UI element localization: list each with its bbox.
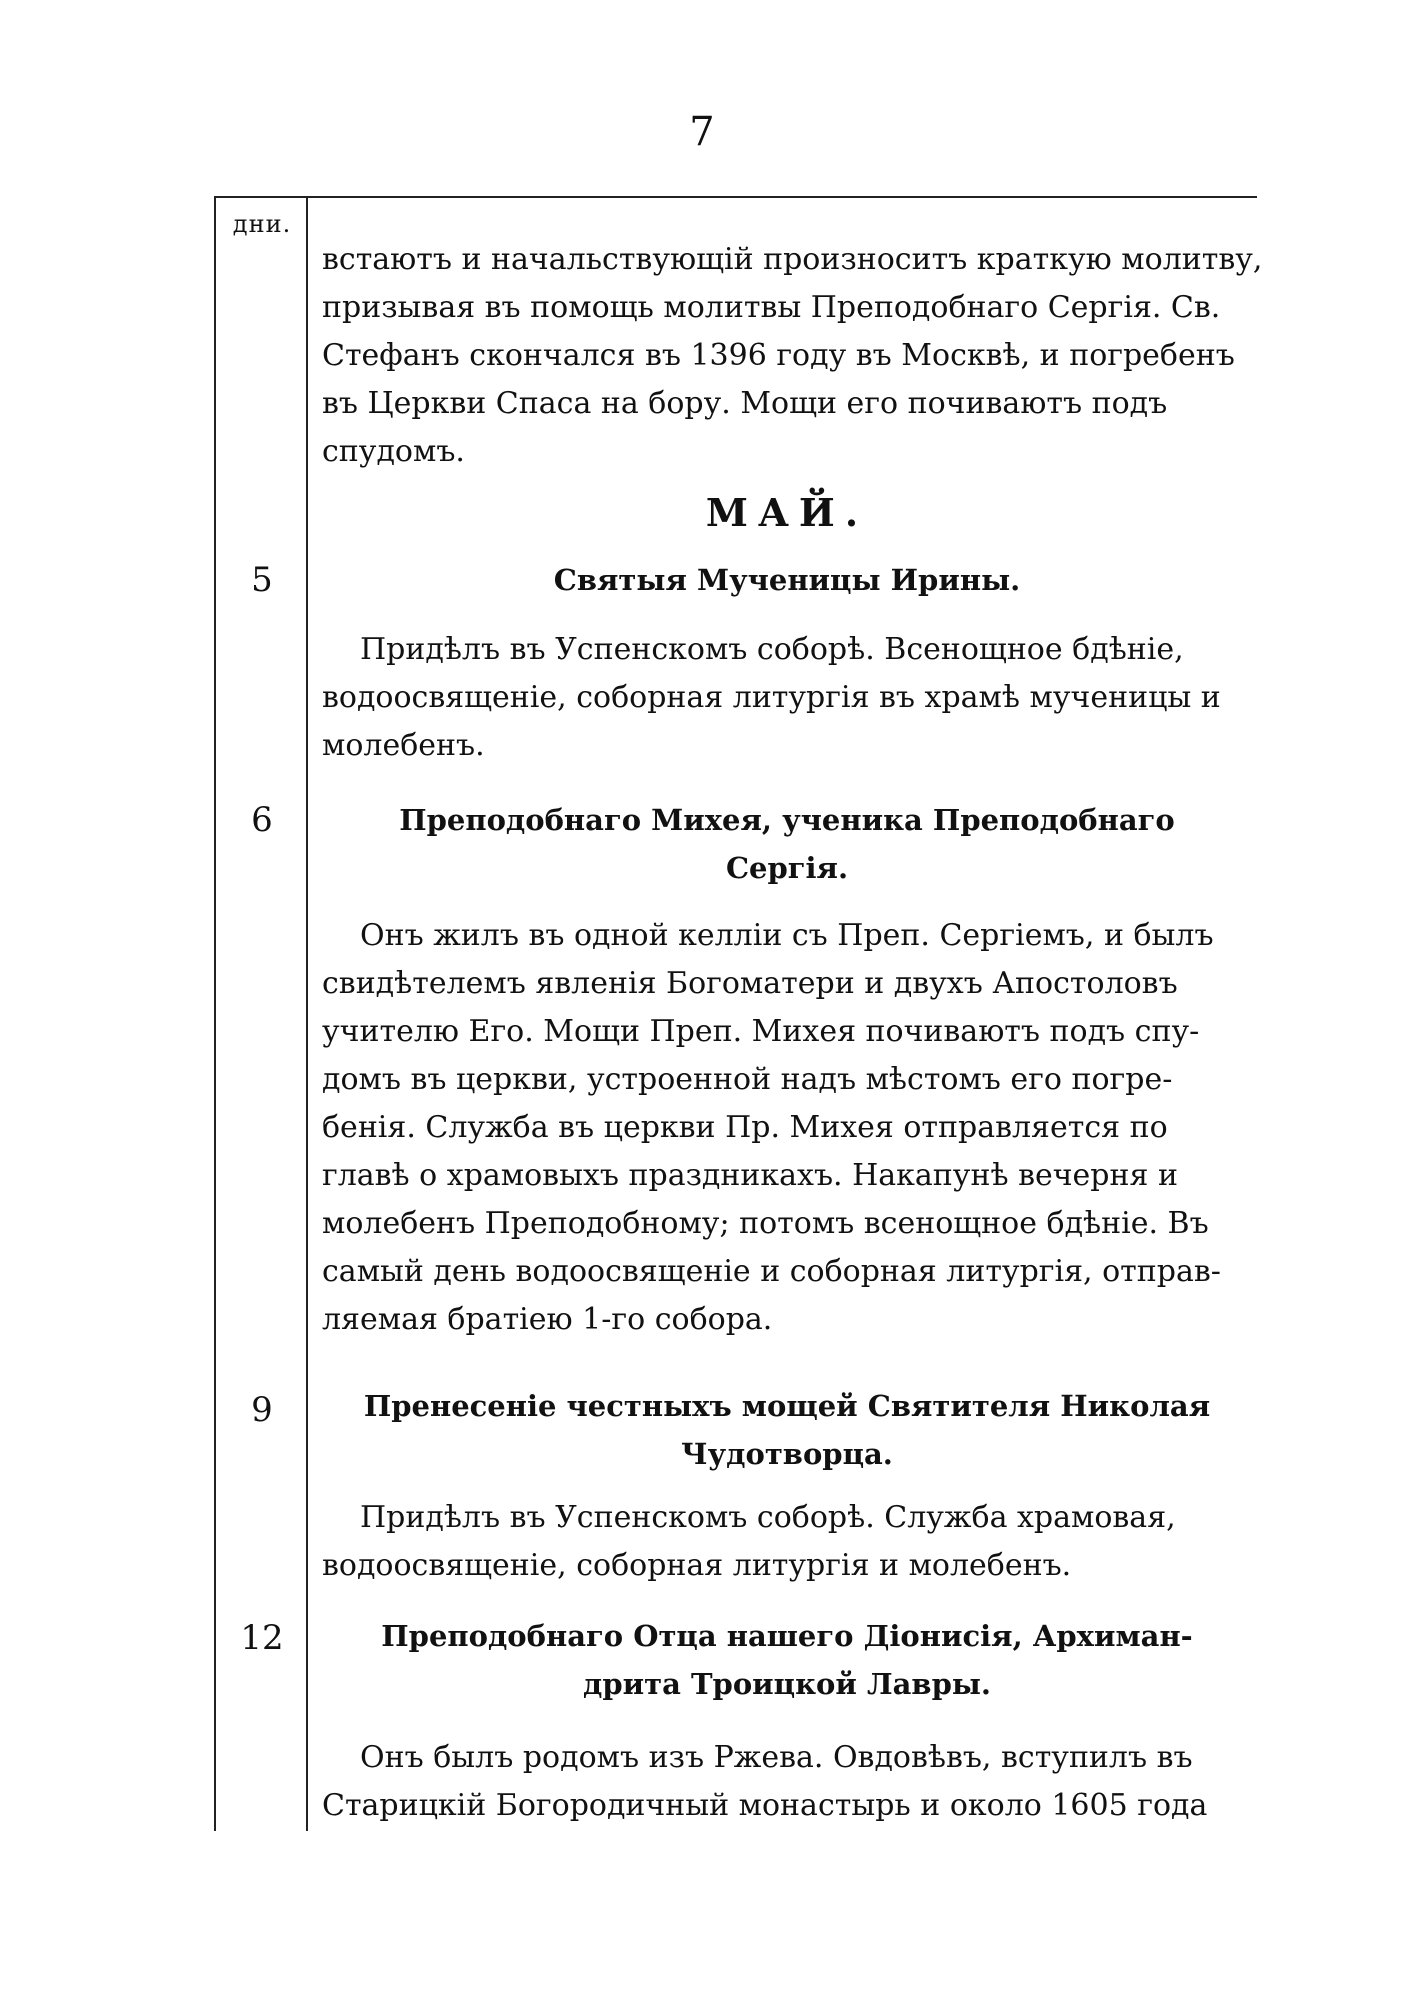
day-number: 5 [251,560,273,600]
text-line: молебенъ Преподобному; потомъ всенощное бдѣніе. Въ [322,1206,1209,1241]
text-line: водоосвященіе, соборная литургія и молебенъ. [322,1548,1072,1583]
feast-title [322,556,1252,604]
month-heading: МАЙ. [705,490,869,535]
text-line: въ Церкви Спаса на бору. Мощи его почиваютъ подъ [322,386,1168,421]
text-line: водоосвященіе, соборная литургія въ храмѣ мученицы и [322,680,1221,715]
day-number: 9 [251,1390,273,1430]
table-top-rule [214,196,1257,198]
text-line: Старицкій Богородичный монастырь и около 1605 года [322,1788,1208,1823]
feast-description [322,912,1252,1344]
text-line: ляемая братіею 1-го собора. [322,1302,773,1337]
table-left-rule [214,196,216,1831]
day-number: 12 [240,1618,284,1658]
text-line: Онъ жилъ въ одной келліи съ Преп. Сергіемъ, и былъ [360,918,1214,953]
text-line: главѣ о храмовыхъ праздникахъ. Накапунѣ вечерня и [322,1158,1178,1193]
text-line: молебенъ. [322,728,485,763]
feast-title-line: Пренесеніе честныхъ мощей Святителя Николая [363,1389,1211,1423]
text-line: призывая въ помощь молитвы Преподобнаго Сергія. Св. [322,290,1221,325]
day-number: 6 [251,800,273,840]
intro-paragraph [322,236,1263,476]
text-line: самый день водоосвященіе и соборная литургія, отправ- [322,1254,1221,1289]
text-line: свидѣтелемъ явленія Богоматери и двухъ Апостоловъ [322,966,1178,1001]
days-column-header: дни. [232,210,292,238]
page-number: 7 [689,109,715,155]
text-line: спудомъ. [322,434,465,469]
feast-title-line: Преподобнаго Михея, ученика Преподобнаго [399,803,1175,837]
text-line: Придѣлъ въ Успенскомъ соборѣ. Служба храмовая, [360,1500,1176,1535]
day-column-divider [306,196,308,1831]
feast-description [322,626,1252,770]
text-line: Стефанъ скончался въ 1396 году въ Москвѣ, и погребенъ [322,338,1235,373]
feast-description [322,1494,1252,1590]
text-line: встаютъ и начальствующій произноситъ краткую молитву, [322,242,1263,277]
feast-title [322,1382,1252,1478]
feast-description [322,1734,1252,1830]
feast-title-line: дрита Троицкой Лавры. [582,1667,992,1701]
feast-title-line: Преподобнаго Отца нашего Діонисія, Архиман- [381,1619,1193,1653]
text-line: Онъ былъ родомъ изъ Ржева. Овдовѣвъ, вступилъ въ [360,1740,1193,1775]
feast-title-line: Чудотворца. [681,1437,893,1471]
feast-title-line: Святыя Мученицы Ирины. [553,563,1021,597]
feast-title [322,796,1252,892]
text-line: бенія. Служба въ церкви Пр. Михея отправляется по [322,1110,1168,1145]
text-line: Придѣлъ въ Успенскомъ соборѣ. Всенощное бдѣніе, [360,632,1184,667]
text-line: домъ въ церкви, устроенной надъ мѣстомъ его погре- [322,1062,1173,1097]
text-line: учителю Его. Мощи Преп. Михея почиваютъ подъ спу- [322,1014,1200,1049]
feast-title-line: Сергія. [725,851,849,885]
feast-title [322,1612,1252,1708]
